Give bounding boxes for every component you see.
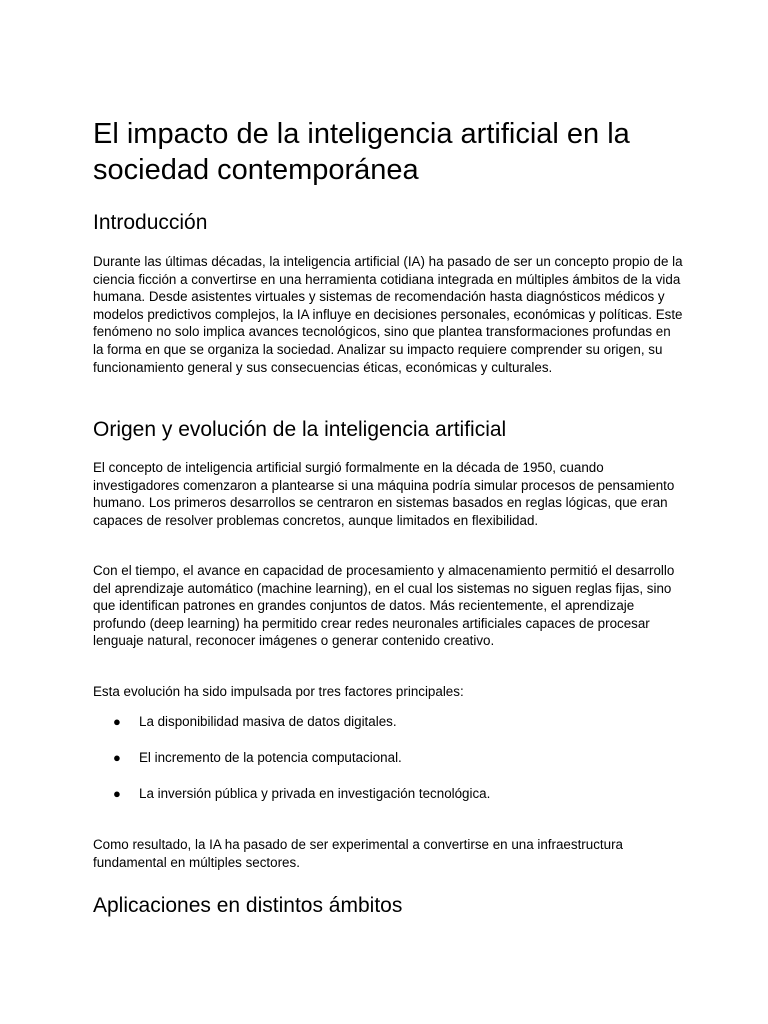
document-title: El impacto de la inteligencia artificial en la sociedad contemporánea [93, 118, 630, 186]
paragraph-introduccion: Durante las últimas décadas, la inteligencia artificial (IA) ha pasado de ser un concepto propio de la ciencia ficción a convertirse en una herramienta cotidiana integrada en múltiples ámbitos de la vida humana. Desde asistentes virtuales y sistemas de recomendación hasta diagnósticos médicos y modelos predictivos complejos, la IA influye en decisiones personales, económicas y políticas. Este fenómeno no solo implica avances tecnológicos, sino que plantea transformaciones profundas en la forma en que se organiza la sociedad. Analizar su impacto requiere comprender su origen, su funcionamiento general y sus consecuencias éticas, económicas y culturales. [93, 254, 683, 375]
bullet-icon: ● [113, 714, 121, 729]
paragraph-origen-2: Con el tiempo, el avance en capacidad de procesamiento y almacenamiento permitió el desarrollo del aprendizaje automático (machine learning), en el cual los sistemas no siguen reglas fijas, sino que identifican patrones en grandes conjuntos de datos. Más recientemente, el aprendizaje profundo (deep learning) ha permitido crear redes neuronales artificiales capaces de procesar lenguaje natural, reconocer imágenes o generar contenido creativo. [93, 563, 675, 649]
list-item-text: La disponibilidad masiva de datos digitales. [139, 714, 397, 729]
bullet-icon: ● [113, 750, 121, 765]
list-item [113, 712, 673, 748]
factors-list [113, 712, 673, 820]
list-item-text: El incremento de la potencia computacional. [139, 750, 402, 765]
heading-aplicaciones: Aplicaciones en distintos ámbitos [93, 894, 403, 917]
bullet-icon: ● [113, 786, 121, 801]
list-item-text: La inversión pública y privada en investigación tecnológica. [139, 786, 491, 801]
paragraph-origen-3: Esta evolución ha sido impulsada por tres factores principales: [93, 684, 464, 699]
heading-introduccion: Introducción [93, 211, 208, 234]
list-item [113, 748, 673, 784]
paragraph-origen-1: El concepto de inteligencia artificial surgió formalmente en la década de 1950, cuando investigadores comenzaron a plantearse si una máquina podría simular procesos de pensamiento humano. Los primeros desarrollos se centraron en sistemas basados en reglas lógicas, que eran capaces de resolver problemas concretos, aunque limitados en flexibilidad. [93, 460, 675, 528]
paragraph-origen-4: Como resultado, la IA ha pasado de ser experimental a convertirse en una infraestructura fundamental en múltiples sectores. [93, 837, 623, 870]
heading-origen: Origen y evolución de la inteligencia artificial [93, 418, 507, 441]
list-item [113, 784, 673, 820]
